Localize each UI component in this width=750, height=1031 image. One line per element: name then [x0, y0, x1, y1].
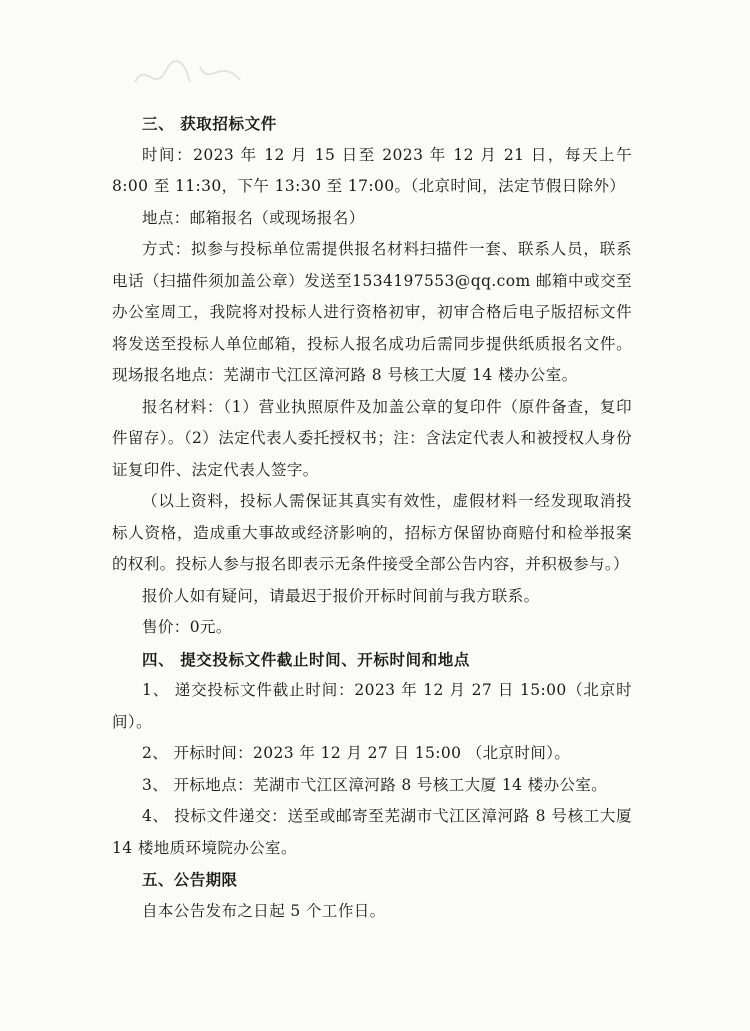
time-paragraph: 时间：2023 年 12 月 15 日至 2023 年 12 月 21 日，每天上午 8:00 至 11:30，下午 13:30 至 17:00。（北京时间，法定节假日除外）	[112, 145, 632, 195]
materials-paragraph: 报名材料：（1）营业执照原件及加盖公章的复印件（原件备查，复印件留存）。（2）法定代表人委托授权书；注：含法定代表人和被授权人身份证复印件、法定代表人签字。	[112, 397, 632, 479]
period-paragraph: 自本公告发布之日起 5 个工作日。	[142, 901, 386, 920]
section-3-heading: 三、 获取招标文件	[142, 114, 277, 133]
list-item-opening-place: 3、 开标地点：芜湖市弋江区漳河路 8 号核工大厦 14 楼办公室。	[142, 775, 608, 794]
price-paragraph: 售价：0元。	[142, 618, 232, 636]
document-body	[112, 108, 632, 927]
method-paragraph: 方式：拟参与投标单位需提供报名材料扫描件一套、联系人员，联系电话（扫描件须加盖公章）发送至1534197553@qq.com 邮箱中或交至办公室周工，我院将对投标人进行资格初审，初审合格后电子版招标文件将发送至投标人单位邮箱，投标人报名成功后需同步提供纸质报名文件。现场报名地点：芜湖市弋江区漳河路 8 号核工大厦 14 楼办公室。	[112, 240, 632, 384]
faint-handwriting-mark	[130, 52, 250, 102]
list-item-submission: 4、 投标文件递交：送至或邮寄至芜湖市弋江区漳河路 8 号核工大厦 14 楼地质环境院办公室。	[112, 807, 632, 857]
place-paragraph: 地点：邮箱报名（或现场报名）	[142, 208, 365, 227]
section-4-heading: 四、 提交投标文件截止时间、开标时间和地点	[142, 649, 470, 669]
list-item-deadline: 1、 递交投标文件截止时间：2023 年 12 月 27 日 15:00（北京时间）。	[112, 681, 632, 731]
section-5-heading: 五、公告期限	[142, 870, 238, 889]
list-item-opening-time: 2、 开标时间：2023 年 12 月 27 日 15:00 （北京时间）。	[142, 744, 571, 762]
notice-paragraph: （以上资料，投标人需保证其真实有效性，虚假材料一经发现取消投标人资格，造成重大事故或经济影响的，招标方保留协商赔付和检举报案的权利。投标人参与报名即表示无条件接受全部公告内容，并积极参与。）	[112, 492, 632, 573]
question-paragraph: 报价人如有疑问，请最迟于报价开标时间前与我方联系。	[142, 586, 540, 605]
